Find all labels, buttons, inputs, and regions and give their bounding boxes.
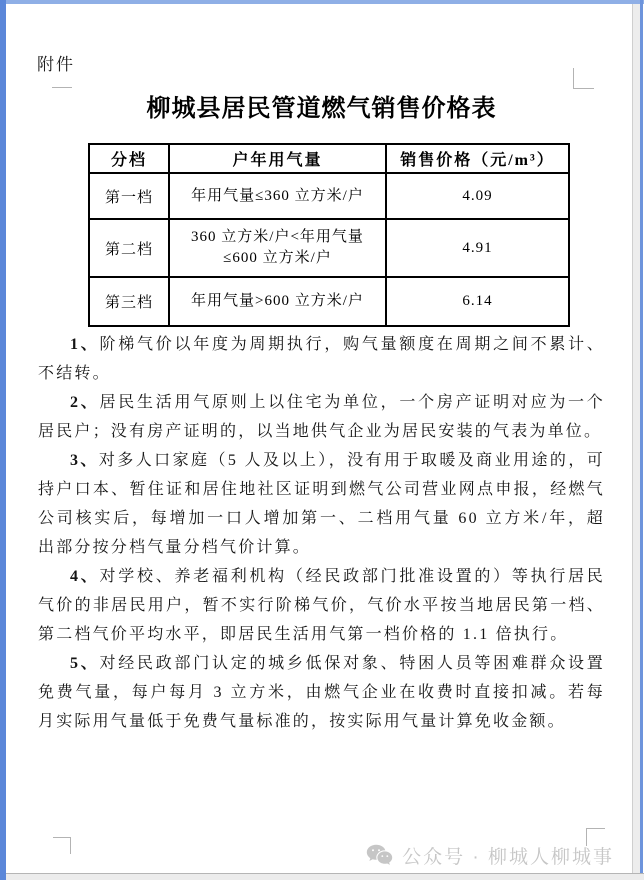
document-title: 柳城县居民管道燃气销售价格表 [146,96,497,122]
usage-cell: 360 立方米/户<年用气量≤600 立方米/户 [169,219,386,277]
note-text: 对学校、养老福利机构（经民政部门批准设置的）等执行居民气价的非居民用户，暂不实行阶梯气价，气价水平按当地居民第一档、第二档气价平均水平，即居民生活用气第一档价格的 1.1 倍执行。 [38,568,606,643]
note-text: 阶梯气价以年度为周期执行，购气量额度在周期之间不累计、不结转。 [38,336,606,382]
page-edge-shadow [632,4,640,874]
table-row [89,219,569,277]
text-boundary-mark-bottom-right [586,828,605,846]
page-border-right [640,0,643,875]
note-number: 1、 [70,336,100,353]
column-header-tier: 分档 [89,144,169,173]
wechat-icon [366,844,393,867]
table-row [89,277,569,326]
table-row [89,173,569,219]
note-paragraph [38,649,605,736]
note-text: 居民生活用气原则上以住宅为单位，一个房产证明对应为一个居民户；没有房产证明的，以当地供气企业为居民安装的气表为单位。 [38,394,606,440]
note-number: 5、 [70,655,100,672]
price-cell: 4.91 [386,219,569,277]
page-border-bottom [5,873,644,880]
note-paragraph [38,330,605,388]
column-header-price: 销售价格（元/m³） [386,144,569,173]
price-table [88,143,570,327]
page-border-top [0,0,644,4]
note-number: 3、 [70,452,99,469]
usage-cell: 年用气量>600 立方米/户 [169,277,386,326]
text-boundary-mark-top-right [573,68,594,89]
note-text: 对多人口家庭（5 人及以上），没有用于取暖及商业用途的，可持户口本、暂住证和居住地社区证明到燃气公司营业网点申报，经燃气公司核实后，每增加一口人增加第一、二档用气量 60 立方米/年，超出部分按分档气量分档气价计算。 [38,452,605,556]
table-header-row [89,144,569,173]
note-paragraph [38,562,605,649]
price-cell: 6.14 [386,277,569,326]
note-number: 4、 [70,568,100,585]
usage-cell: 年用气量≤360 立方米/户 [169,173,386,219]
page-border-left [0,0,6,880]
note-paragraph [38,388,605,446]
wechat-label: 公众号 · 柳城人柳城事 [402,847,614,868]
text-boundary-mark-top-left [52,87,72,89]
note-paragraph [38,446,605,562]
price-cell: 4.09 [386,173,569,219]
column-header-usage: 户年用气量 [169,144,386,173]
attachment-label: 附件 [37,55,75,74]
tier-cell: 第三档 [89,277,169,326]
note-text: 对经民政部门认定的城乡低保对象、特困人员等困难群众设置免费气量，每户每月 3 立方米，由燃气企业在收费时直接扣减。若每月实际用气量低于免费气量标准的，按实际用气量计算免收金额。 [38,655,606,730]
tier-cell: 第一档 [89,173,169,219]
note-number: 2、 [70,394,100,411]
wechat-watermark [366,842,614,869]
text-boundary-mark-bottom-left [53,837,71,854]
tier-cell: 第二档 [89,219,169,277]
notes-section [38,330,605,736]
